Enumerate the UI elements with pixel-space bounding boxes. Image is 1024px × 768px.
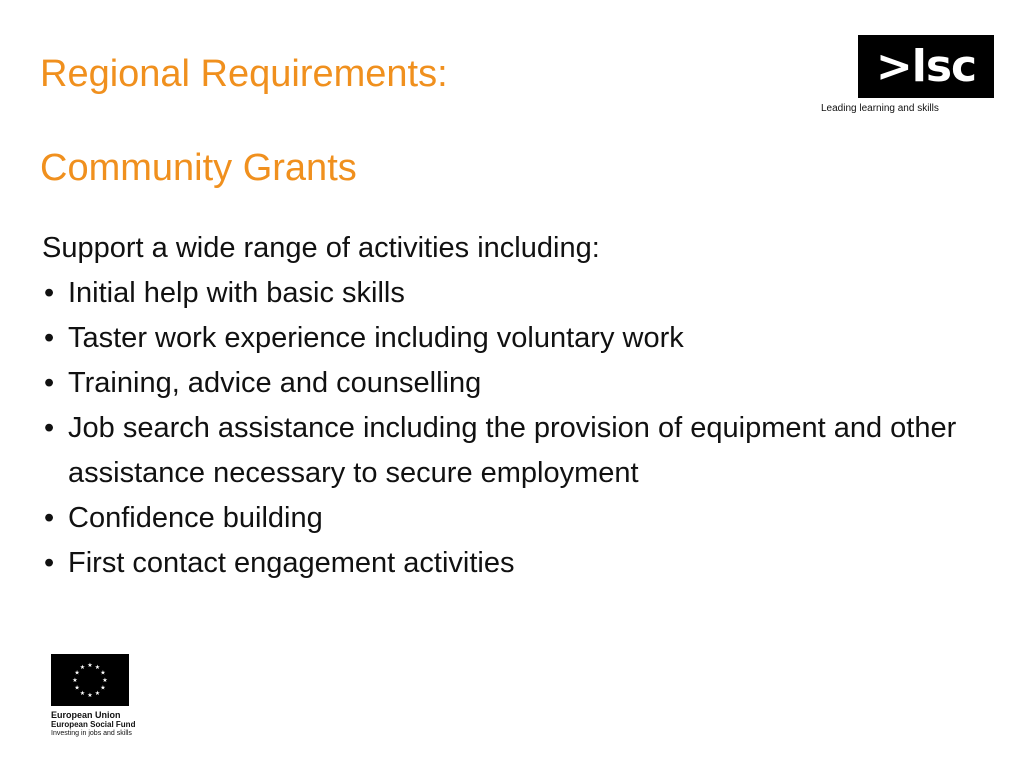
eu-star-icon: ★: [74, 684, 80, 692]
eu-star-icon: ★: [72, 677, 78, 684]
bullet-item: • Training, advice and counselling: [42, 361, 982, 406]
eu-star-icon: ★: [100, 684, 106, 692]
slide-body: [42, 226, 982, 586]
bullet-item: • Taster work experience including voluntary work: [42, 316, 982, 361]
lsc-logo-tagline: Leading learning and skills: [821, 103, 939, 114]
eu-logo-line3: Investing in jobs and skills: [51, 730, 132, 737]
eu-logo-line2: European Social Fund: [51, 720, 136, 729]
intro-text: Support a wide range of activities including:: [42, 232, 600, 264]
eu-star-icon: ★: [100, 669, 106, 677]
eu-logo: [51, 654, 161, 738]
lsc-logo-mark: >lsc: [858, 35, 994, 98]
bullet-list: [42, 271, 982, 586]
eu-star-icon: ★: [74, 669, 80, 677]
bullet-item: • Job search assistance including the provision of equipment and other assistance necessary to secure employment: [42, 406, 982, 496]
eu-star-icon: ★: [94, 664, 101, 672]
bullet-item: • Confidence building: [42, 496, 982, 541]
eu-star-icon: ★: [87, 692, 93, 699]
eu-star-icon: ★: [79, 664, 86, 672]
eu-star-icon: ★: [102, 677, 108, 684]
slide-title: Regional Requirements:: [40, 53, 448, 95]
bullet-item: • Initial help with basic skills: [42, 271, 982, 316]
eu-star-icon: ★: [87, 662, 93, 669]
eu-flag-icon: [51, 654, 129, 706]
eu-logo-line1: European Union: [51, 710, 121, 720]
bullet-item: • First contact engagement activities: [42, 541, 982, 586]
eu-star-icon: ★: [94, 689, 101, 697]
slide-subtitle: Community Grants: [40, 147, 357, 189]
eu-star-icon: ★: [79, 689, 86, 697]
